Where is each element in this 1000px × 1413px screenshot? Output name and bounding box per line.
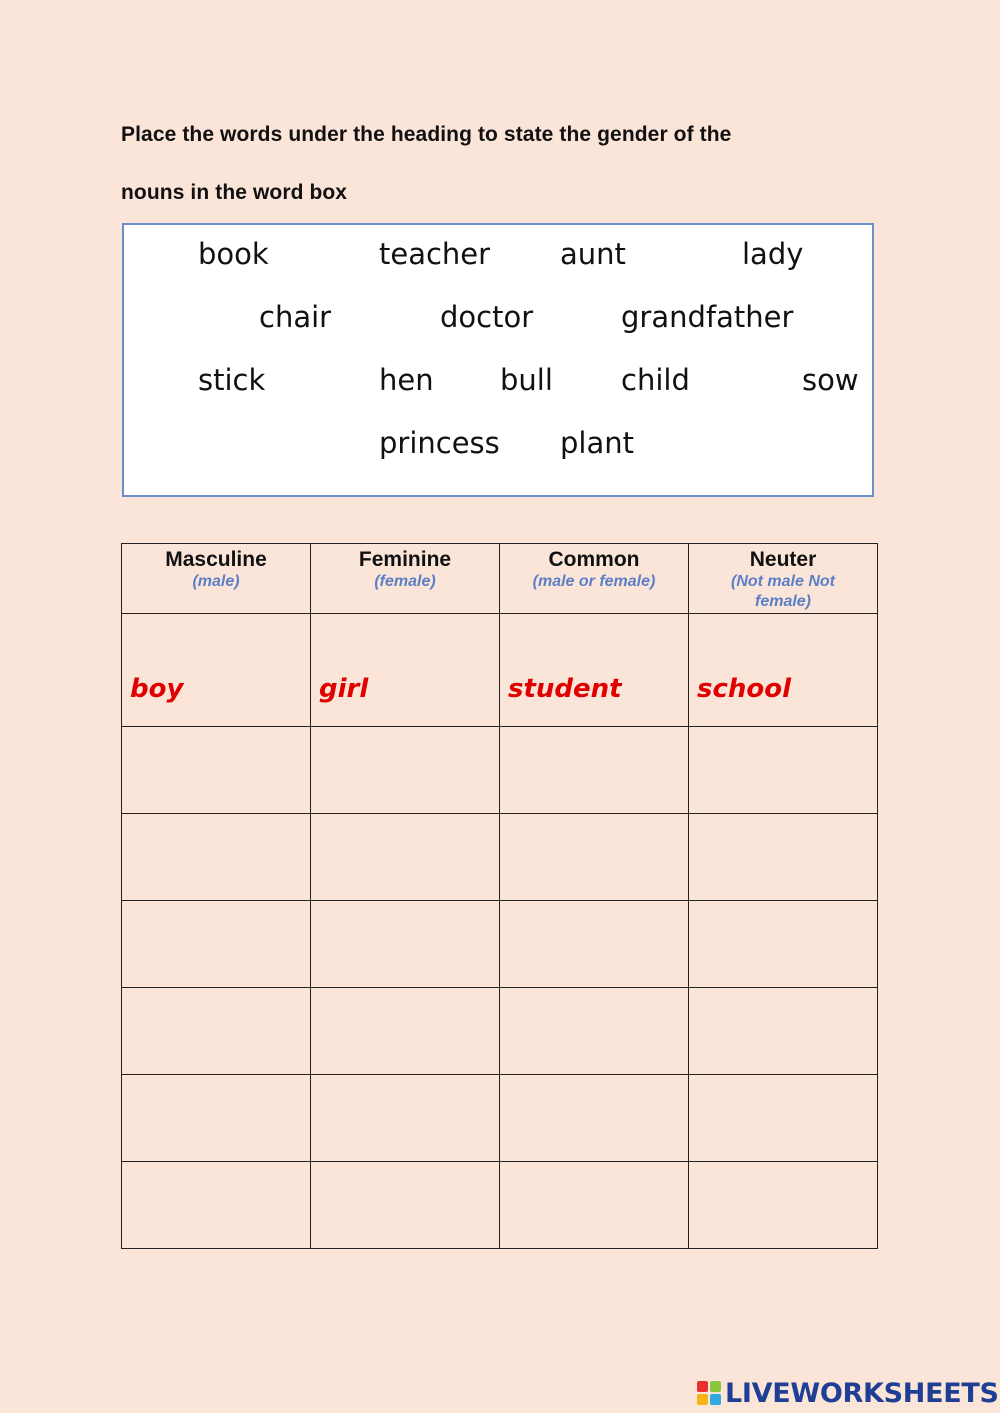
example-word: girl (319, 674, 369, 704)
word-child[interactable]: child (621, 363, 690, 397)
header-feminine (311, 544, 500, 614)
drop-cell-neuter[interactable] (689, 727, 878, 814)
word-princess[interactable]: princess (379, 426, 500, 460)
example-cell-masculine[interactable] (122, 614, 311, 727)
drop-cell-neuter[interactable] (689, 1162, 878, 1249)
word-stick[interactable]: stick (198, 363, 266, 397)
instruction-line-1: Place the words under the heading to state the gender of the (121, 123, 732, 146)
table-row (122, 727, 878, 814)
drop-cell-feminine[interactable] (311, 1162, 500, 1249)
drop-cell-neuter[interactable] (689, 988, 878, 1075)
example-word: school (697, 674, 792, 704)
drop-cell-common[interactable] (500, 901, 689, 988)
word-doctor[interactable]: doctor (440, 300, 534, 334)
table-row (122, 1075, 878, 1162)
table-row (122, 901, 878, 988)
header-title: Common (548, 548, 640, 571)
table-row (122, 1162, 878, 1249)
word-bull[interactable]: bull (500, 363, 553, 397)
drop-cell-common[interactable] (500, 727, 689, 814)
word-sow[interactable]: sow (802, 363, 859, 397)
gender-table (121, 543, 878, 1249)
drop-cell-masculine[interactable] (122, 727, 311, 814)
drop-cell-feminine[interactable] (311, 901, 500, 988)
drop-cell-neuter[interactable] (689, 814, 878, 901)
drop-cell-common[interactable] (500, 814, 689, 901)
logo-text: LIVEWORKSHEETS (725, 1377, 999, 1409)
example-word: boy (130, 674, 184, 704)
word-book[interactable]: book (198, 237, 269, 271)
header-subtitle: (male) (192, 573, 240, 590)
drop-cell-feminine[interactable] (311, 1075, 500, 1162)
drop-cell-feminine[interactable] (311, 727, 500, 814)
header-title: Masculine (165, 548, 267, 571)
header-subtitle: (male or female) (532, 573, 656, 590)
drop-cell-masculine[interactable] (122, 1162, 311, 1249)
example-row (122, 614, 878, 727)
logo-square-icon (710, 1394, 721, 1405)
drop-cell-feminine[interactable] (311, 988, 500, 1075)
drop-cell-common[interactable] (500, 1075, 689, 1162)
logo-square-icon (697, 1381, 708, 1392)
word-plant[interactable]: plant (560, 426, 634, 460)
word-lady[interactable]: lady (742, 237, 804, 271)
header-title: Neuter (749, 548, 817, 571)
table-row (122, 988, 878, 1075)
header-masculine (122, 544, 311, 614)
drop-cell-masculine[interactable] (122, 814, 311, 901)
example-word: student (508, 674, 622, 704)
word-aunt[interactable]: aunt (560, 237, 626, 271)
word-hen[interactable]: hen (379, 363, 434, 397)
header-subtitle: (Not male Not female) (731, 573, 835, 610)
drop-cell-common[interactable] (500, 988, 689, 1075)
drop-cell-neuter[interactable] (689, 901, 878, 988)
drop-cell-masculine[interactable] (122, 1075, 311, 1162)
word-grandfather[interactable]: grandfather (621, 300, 794, 334)
word-box (122, 223, 874, 497)
liveworksheets-logo (697, 1377, 999, 1409)
word-chair[interactable]: chair (259, 300, 332, 334)
drop-cell-feminine[interactable] (311, 814, 500, 901)
word-teacher[interactable]: teacher (379, 237, 491, 271)
header-common (500, 544, 689, 614)
header-row (122, 544, 878, 614)
header-title: Feminine (358, 548, 452, 571)
header-neuter (689, 544, 878, 614)
drop-cell-neuter[interactable] (689, 1075, 878, 1162)
example-cell-common[interactable] (500, 614, 689, 727)
example-cell-feminine[interactable] (311, 614, 500, 727)
instruction-line-2: nouns in the word box (121, 181, 348, 204)
logo-square-icon (697, 1394, 708, 1405)
table-row (122, 814, 878, 901)
logo-mark-icon (697, 1381, 721, 1405)
drop-cell-masculine[interactable] (122, 901, 311, 988)
header-subtitle: (female) (374, 573, 436, 590)
logo-square-icon (710, 1381, 721, 1392)
drop-cell-common[interactable] (500, 1162, 689, 1249)
example-cell-neuter[interactable] (689, 614, 878, 727)
drop-cell-masculine[interactable] (122, 988, 311, 1075)
